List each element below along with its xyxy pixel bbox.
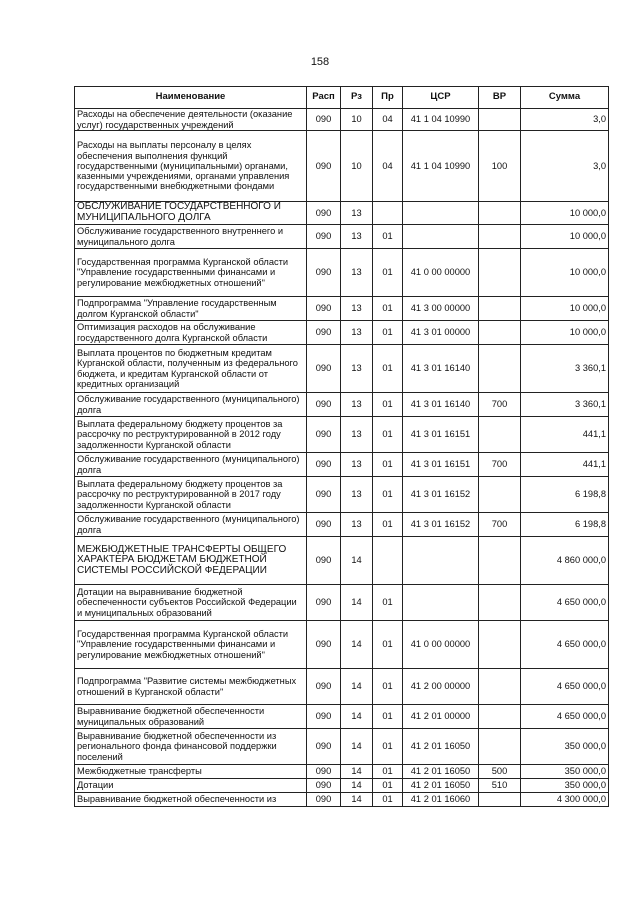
cell-name: Дотации на выравнивание бюджетной обеспеченности субъектов Российской Федерации и муниципальных образований bbox=[75, 585, 307, 621]
cell-rz: 13 bbox=[341, 453, 373, 477]
cell-vr bbox=[479, 669, 521, 705]
cell-csr: 41 1 04 10990 bbox=[403, 109, 479, 131]
cell-name: Обслуживание государственного (муниципального) долга bbox=[75, 453, 307, 477]
cell-sum: 4 300 000,0 bbox=[521, 793, 609, 807]
cell-pr: 01 bbox=[373, 793, 403, 807]
column-header-rz: Рз bbox=[341, 87, 373, 109]
table-row bbox=[75, 393, 609, 417]
cell-name: Государственная программа Курганской области "Управление государственными финансами и регулирование межбюджетных отношений" bbox=[75, 621, 307, 669]
cell-vr: 700 bbox=[479, 513, 521, 537]
cell-name: Расходы на обеспечение деятельности (оказание услуг) государственных учреждений bbox=[75, 109, 307, 131]
cell-vr bbox=[479, 537, 521, 585]
cell-csr bbox=[403, 537, 479, 585]
cell-sum: 3 360,1 bbox=[521, 393, 609, 417]
cell-name: Выплата федеральному бюджету процентов за рассрочку по реструктурированной в 2017 году задолженности Курганской области bbox=[75, 477, 307, 513]
cell-rz: 14 bbox=[341, 729, 373, 765]
column-header-csr: ЦСР bbox=[403, 87, 479, 109]
table-row bbox=[75, 477, 609, 513]
cell-rasp: 090 bbox=[307, 537, 341, 585]
cell-csr: 41 3 01 16152 bbox=[403, 477, 479, 513]
cell-vr bbox=[479, 321, 521, 345]
cell-name: Дотации bbox=[75, 779, 307, 793]
cell-sum: 10 000,0 bbox=[521, 249, 609, 297]
cell-pr: 01 bbox=[373, 453, 403, 477]
cell-csr: 41 3 01 16140 bbox=[403, 345, 479, 393]
cell-sum: 441,1 bbox=[521, 453, 609, 477]
cell-sum: 350 000,0 bbox=[521, 765, 609, 779]
cell-name: Выравнивание бюджетной обеспеченности муниципальных образований bbox=[75, 705, 307, 729]
table-row bbox=[75, 669, 609, 705]
cell-name: Выравнивание бюджетной обеспеченности из bbox=[75, 793, 307, 807]
cell-rz: 13 bbox=[341, 513, 373, 537]
cell-rz: 14 bbox=[341, 705, 373, 729]
cell-rasp: 090 bbox=[307, 225, 341, 249]
cell-vr bbox=[479, 202, 521, 225]
cell-sum: 441,1 bbox=[521, 417, 609, 453]
cell-sum: 4 650 000,0 bbox=[521, 669, 609, 705]
column-header-rasp: Расп bbox=[307, 87, 341, 109]
cell-name: Межбюджетные трансферты bbox=[75, 765, 307, 779]
cell-rasp: 090 bbox=[307, 669, 341, 705]
cell-pr: 04 bbox=[373, 109, 403, 131]
cell-vr: 510 bbox=[479, 779, 521, 793]
cell-csr: 41 3 00 00000 bbox=[403, 297, 479, 321]
cell-csr: 41 2 00 00000 bbox=[403, 669, 479, 705]
table-row bbox=[75, 537, 609, 585]
cell-name: Обслуживание государственного (муниципального) долга bbox=[75, 393, 307, 417]
cell-name: Выравнивание бюджетной обеспеченности из регионального фонда финансовой поддержки поселений bbox=[75, 729, 307, 765]
cell-rasp: 090 bbox=[307, 793, 341, 807]
table-row bbox=[75, 417, 609, 453]
cell-sum: 3,0 bbox=[521, 131, 609, 202]
cell-sum: 10 000,0 bbox=[521, 202, 609, 225]
cell-sum: 350 000,0 bbox=[521, 729, 609, 765]
cell-rasp: 090 bbox=[307, 705, 341, 729]
cell-pr: 04 bbox=[373, 131, 403, 202]
cell-rz: 14 bbox=[341, 621, 373, 669]
cell-rasp: 090 bbox=[307, 779, 341, 793]
cell-pr: 01 bbox=[373, 345, 403, 393]
cell-sum: 4 860 000,0 bbox=[521, 537, 609, 585]
cell-rz: 14 bbox=[341, 765, 373, 779]
cell-csr: 41 3 01 16151 bbox=[403, 417, 479, 453]
cell-pr: 01 bbox=[373, 585, 403, 621]
table-header-row bbox=[75, 87, 609, 109]
cell-csr bbox=[403, 585, 479, 621]
table-row bbox=[75, 793, 609, 807]
budget-table bbox=[74, 86, 609, 807]
cell-rz: 13 bbox=[341, 321, 373, 345]
cell-csr bbox=[403, 202, 479, 225]
cell-vr bbox=[479, 109, 521, 131]
cell-rz: 14 bbox=[341, 585, 373, 621]
cell-pr: 01 bbox=[373, 729, 403, 765]
table-row bbox=[75, 131, 609, 202]
cell-rz: 13 bbox=[341, 297, 373, 321]
cell-pr: 01 bbox=[373, 249, 403, 297]
cell-pr: 01 bbox=[373, 297, 403, 321]
cell-vr bbox=[479, 793, 521, 807]
table-body bbox=[75, 109, 609, 807]
cell-rasp: 090 bbox=[307, 765, 341, 779]
cell-rasp: 090 bbox=[307, 131, 341, 202]
cell-rz: 13 bbox=[341, 225, 373, 249]
cell-csr: 41 1 04 10990 bbox=[403, 131, 479, 202]
cell-vr bbox=[479, 621, 521, 669]
cell-vr: 700 bbox=[479, 393, 521, 417]
cell-pr: 01 bbox=[373, 621, 403, 669]
table-row bbox=[75, 729, 609, 765]
cell-pr: 01 bbox=[373, 225, 403, 249]
cell-name: Обслуживание государственного внутреннего и муниципального долга bbox=[75, 225, 307, 249]
cell-rasp: 090 bbox=[307, 345, 341, 393]
cell-vr bbox=[479, 297, 521, 321]
cell-vr: 100 bbox=[479, 131, 521, 202]
table-row bbox=[75, 249, 609, 297]
cell-pr: 01 bbox=[373, 477, 403, 513]
cell-rz: 13 bbox=[341, 417, 373, 453]
cell-rz: 14 bbox=[341, 669, 373, 705]
cell-pr: 01 bbox=[373, 669, 403, 705]
table-row bbox=[75, 321, 609, 345]
column-header-pr: Пр bbox=[373, 87, 403, 109]
cell-sum: 4 650 000,0 bbox=[521, 621, 609, 669]
cell-vr bbox=[479, 477, 521, 513]
cell-vr bbox=[479, 225, 521, 249]
cell-csr: 41 2 01 16050 bbox=[403, 765, 479, 779]
cell-rasp: 090 bbox=[307, 321, 341, 345]
cell-vr bbox=[479, 585, 521, 621]
table-row bbox=[75, 765, 609, 779]
table-row bbox=[75, 225, 609, 249]
cell-rasp: 090 bbox=[307, 513, 341, 537]
cell-csr: 41 3 01 00000 bbox=[403, 321, 479, 345]
cell-name: ОБСЛУЖИВАНИЕ ГОСУДАРСТВЕННОГО И МУНИЦИПАЛЬНОГО ДОЛГА bbox=[75, 202, 307, 225]
cell-rz: 13 bbox=[341, 477, 373, 513]
cell-rasp: 090 bbox=[307, 109, 341, 131]
cell-rasp: 090 bbox=[307, 393, 341, 417]
cell-name: Расходы на выплаты персоналу в целях обеспечения выполнения функций государственными (муниципальными) органами, казенными учреждениями, органами управления государственными внебюджетными фондами bbox=[75, 131, 307, 202]
cell-rasp: 090 bbox=[307, 585, 341, 621]
table-row bbox=[75, 779, 609, 793]
cell-csr: 41 2 01 00000 bbox=[403, 705, 479, 729]
cell-rz: 13 bbox=[341, 393, 373, 417]
cell-rasp: 090 bbox=[307, 297, 341, 321]
cell-name: Выплата процентов по бюджетным кредитам Курганской области, полученным из федерального бюджета, и кредитам Курганской области от кредитных организаций bbox=[75, 345, 307, 393]
table-row bbox=[75, 109, 609, 131]
cell-rz: 14 bbox=[341, 779, 373, 793]
cell-vr bbox=[479, 705, 521, 729]
cell-rz: 10 bbox=[341, 109, 373, 131]
cell-csr: 41 0 00 00000 bbox=[403, 621, 479, 669]
cell-vr: 500 bbox=[479, 765, 521, 779]
cell-pr bbox=[373, 537, 403, 585]
table-row bbox=[75, 585, 609, 621]
cell-csr: 41 0 00 00000 bbox=[403, 249, 479, 297]
page-number: 158 bbox=[310, 56, 330, 68]
cell-csr: 41 2 01 16060 bbox=[403, 793, 479, 807]
cell-sum: 3,0 bbox=[521, 109, 609, 131]
cell-vr bbox=[479, 417, 521, 453]
cell-rz: 13 bbox=[341, 202, 373, 225]
table-row bbox=[75, 297, 609, 321]
cell-name: Подпрограмма "Развитие системы межбюджетных отношений в Курганской области" bbox=[75, 669, 307, 705]
cell-name: Подпрограмма "Управление государственным долгом Курганской области" bbox=[75, 297, 307, 321]
cell-name: Обслуживание государственного (муниципального) долга bbox=[75, 513, 307, 537]
cell-rasp: 090 bbox=[307, 249, 341, 297]
cell-vr: 700 bbox=[479, 453, 521, 477]
cell-name: МЕЖБЮДЖЕТНЫЕ ТРАНСФЕРТЫ ОБЩЕГО ХАРАКТЕРА БЮДЖЕТАМ БЮДЖЕТНОЙ СИСТЕМЫ РОССИЙСКОЙ ФЕДЕРАЦИИ bbox=[75, 537, 307, 585]
cell-sum: 4 650 000,0 bbox=[521, 585, 609, 621]
cell-sum: 350 000,0 bbox=[521, 779, 609, 793]
table-row bbox=[75, 345, 609, 393]
cell-pr: 01 bbox=[373, 513, 403, 537]
cell-csr: 41 2 01 16050 bbox=[403, 729, 479, 765]
cell-rz: 14 bbox=[341, 793, 373, 807]
cell-pr: 01 bbox=[373, 321, 403, 345]
table-row bbox=[75, 453, 609, 477]
cell-csr: 41 3 01 16140 bbox=[403, 393, 479, 417]
cell-sum: 10 000,0 bbox=[521, 297, 609, 321]
cell-name: Государственная программа Курганской области "Управление государственными финансами и регулирование межбюджетных отношений" bbox=[75, 249, 307, 297]
cell-sum: 10 000,0 bbox=[521, 321, 609, 345]
cell-csr bbox=[403, 225, 479, 249]
cell-csr: 41 3 01 16152 bbox=[403, 513, 479, 537]
cell-sum: 4 650 000,0 bbox=[521, 705, 609, 729]
cell-rasp: 090 bbox=[307, 477, 341, 513]
cell-pr: 01 bbox=[373, 417, 403, 453]
cell-rasp: 090 bbox=[307, 621, 341, 669]
cell-pr: 01 bbox=[373, 765, 403, 779]
cell-csr: 41 3 01 16151 bbox=[403, 453, 479, 477]
cell-pr bbox=[373, 202, 403, 225]
cell-vr bbox=[479, 345, 521, 393]
table-row bbox=[75, 621, 609, 669]
cell-sum: 10 000,0 bbox=[521, 225, 609, 249]
cell-rasp: 090 bbox=[307, 202, 341, 225]
column-header-vr: ВР bbox=[479, 87, 521, 109]
cell-pr: 01 bbox=[373, 705, 403, 729]
cell-sum: 3 360,1 bbox=[521, 345, 609, 393]
table-row bbox=[75, 202, 609, 225]
cell-pr: 01 bbox=[373, 779, 403, 793]
cell-rz: 13 bbox=[341, 249, 373, 297]
cell-vr bbox=[479, 249, 521, 297]
cell-rz: 10 bbox=[341, 131, 373, 202]
cell-sum: 6 198,8 bbox=[521, 477, 609, 513]
table-row bbox=[75, 513, 609, 537]
cell-name: Выплата федеральному бюджету процентов за рассрочку по реструктурированной в 2012 году задолженности Курганской области bbox=[75, 417, 307, 453]
cell-rz: 14 bbox=[341, 537, 373, 585]
cell-csr: 41 2 01 16050 bbox=[403, 779, 479, 793]
cell-sum: 6 198,8 bbox=[521, 513, 609, 537]
cell-rasp: 090 bbox=[307, 417, 341, 453]
cell-name: Оптимизация расходов на обслуживание государственного долга Курганской области bbox=[75, 321, 307, 345]
column-header-sum: Сумма bbox=[521, 87, 609, 109]
table-row bbox=[75, 705, 609, 729]
column-header-name: Наименование bbox=[75, 87, 307, 109]
cell-vr bbox=[479, 729, 521, 765]
cell-pr: 01 bbox=[373, 393, 403, 417]
cell-rz: 13 bbox=[341, 345, 373, 393]
cell-rasp: 090 bbox=[307, 729, 341, 765]
cell-rasp: 090 bbox=[307, 453, 341, 477]
